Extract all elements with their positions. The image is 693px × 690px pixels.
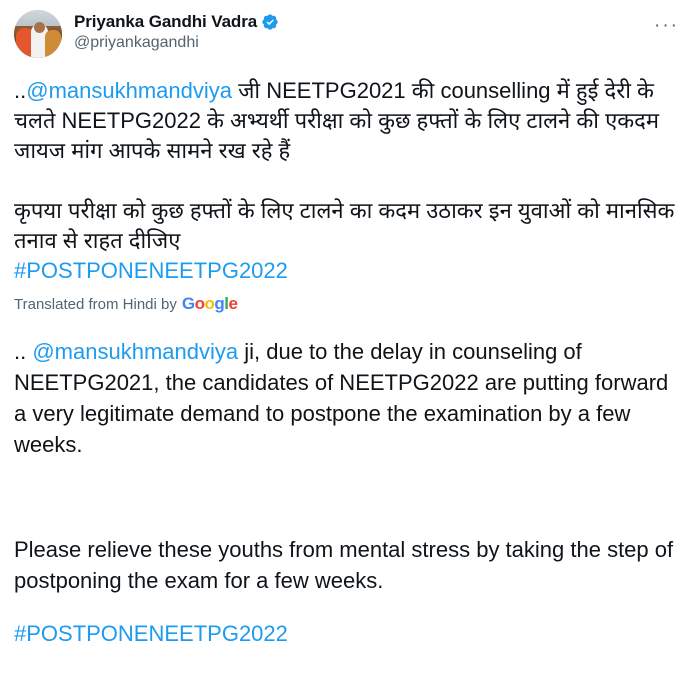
tweet-original-paragraph-2: कृपया परीक्षा को कुछ हफ्तों के लिए टालने का कदम उठाकर इन युवाओं को मानसिक तनाव से राहत दीजिए <box>14 198 675 253</box>
tweet-header <box>14 10 679 62</box>
author-handle[interactable]: @priyankagandhi <box>74 34 199 52</box>
display-name: Priyanka Gandhi Vadra <box>74 12 258 31</box>
paragraph-spacer-translated <box>14 482 679 512</box>
tweet-body <box>14 76 679 286</box>
translated-paragraph-2: Please relieve these youths from mental stress by taking the step of postponing the exam for a few weeks. <box>14 537 674 593</box>
mention-link-translated[interactable]: @mansukhmandviya <box>32 339 239 364</box>
display-name-row[interactable] <box>74 11 279 32</box>
tweet-original-paragraph-1 <box>14 76 679 166</box>
paragraph-spacer <box>14 166 679 196</box>
avatar-face <box>34 22 45 33</box>
translation-attribution <box>14 294 679 314</box>
google-logo-icon: Google <box>181 294 238 313</box>
hashtag-link-translated[interactable]: #POSTPONENEETPG2022 <box>14 621 288 646</box>
author-names <box>74 10 279 53</box>
translated-from-label: Translated from Hindi by <box>14 295 177 313</box>
profile-avatar-image[interactable] <box>14 10 62 58</box>
original-text-rest: जी NEETPG2021 की counselling में हुई देरी के चलते NEETPG2022 के अभ्यर्थी परीक्षा को कुछ हफ्तों के लिए टालने की एकदम जायज मांग आपके सामने रख रहे हैं <box>14 78 659 163</box>
hashtag-link-original[interactable]: #POSTPONENEETPG2022 <box>14 258 288 283</box>
translated-text-rest: ji, due to the delay in counseling of NEETPG2021, the candidates of NEETPG2022 are putting forward a very legitimate demand to postpone the examination by a few weeks. <box>14 339 669 457</box>
tweet-translated-body <box>14 336 679 649</box>
translated-prefix: .. <box>14 339 33 364</box>
more-options-icon[interactable]: ··· <box>654 15 679 36</box>
mention-link[interactable]: @mansukhmandviya <box>26 78 232 103</box>
original-prefix: .. <box>14 78 27 103</box>
avatar-figure-right <box>45 30 61 58</box>
translated-paragraph-1 <box>14 336 679 460</box>
verified-badge-icon <box>261 13 279 31</box>
